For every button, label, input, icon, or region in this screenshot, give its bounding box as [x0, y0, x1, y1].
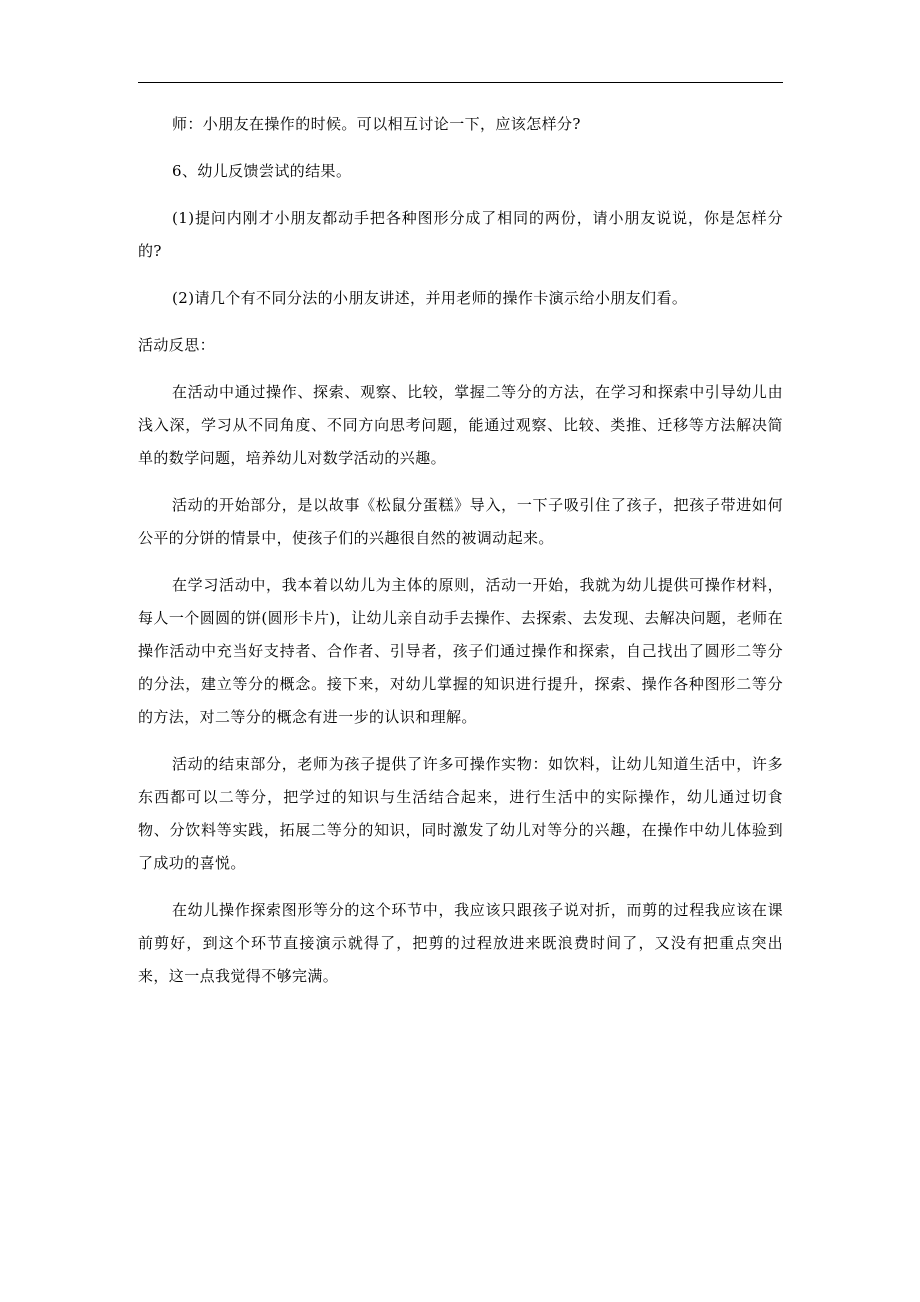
paragraph-step-6: 6、幼儿反馈尝试的结果。 [172, 162, 352, 180]
paragraph-reflection-3: 在学习活动中，我本着以幼儿为主体的原则，活动一开始，我就为幼儿提供可操作材料，每人一个圆圆的饼(圆形卡片)，让幼儿亲自动手去操作、去探索、去发现、去解决问题，老师在操作活动中充当好支持者、合作者、引导者，孩子们通过操作和探索，自己找出了圆形二等分的分法，建立等分的概念。接下来，对幼儿掌握的知识进行提升，探索、操作各种图形二等分的方法，对二等分的概念有进一步的认识和理解。 [138, 576, 783, 726]
paragraph-reflection-5: 在幼儿操作探索图形等分的这个环节中，我应该只跟孩子说对折，而剪的过程我应该在课前剪好，到这个环节直接演示就得了，把剪的过程放进来既浪费时间了，又没有把重点突出来，这一点我觉得不够完满。 [138, 901, 783, 985]
paragraph-reflection-2: 活动的开始部分，是以故事《松鼠分蛋糕》导入，一下子吸引住了孩子，把孩子带进如何公平的分饼的情景中，使孩子们的兴趣很自然的被调动起来。 [138, 496, 783, 547]
paragraph-reflection-1: 在活动中通过操作、探索、观察、比较，掌握二等分的方法，在学习和探索中引导幼儿由浅入深，学习从不同角度、不同方向思考问题，能通过观察、比较、类推、迁移等方法解决简单的数学问题，培养幼儿对数学活动的兴趣。 [138, 383, 783, 467]
section-heading-reflection: 活动反思： [138, 336, 216, 354]
document-body [138, 108, 783, 993]
header-rule [138, 82, 783, 83]
paragraph-teacher-prompt: 师：小朋友在操作的时候。可以相互讨论一下，应该怎样分? [172, 115, 581, 133]
paragraph-reflection-4: 活动的结束部分，老师为孩子提供了许多可操作实物：如饮料，让幼儿知道生活中，许多东西都可以二等分，把学过的知识与生活结合起来，进行生活中的实际操作，幼儿通过切食物、分饮料等实践，拓展二等分的知识，同时激发了幼儿对等分的兴趣，在操作中幼儿体验到了成功的喜悦。 [138, 755, 783, 872]
paragraph-question-1: (1)提问内刚才小朋友都动手把各种图形分成了相同的两份，请小朋友说说，你是怎样分的? [138, 209, 783, 260]
paragraph-question-2: (2)请几个有不同分法的小朋友讲述，并用老师的操作卡演示给小朋友们看。 [172, 289, 688, 307]
